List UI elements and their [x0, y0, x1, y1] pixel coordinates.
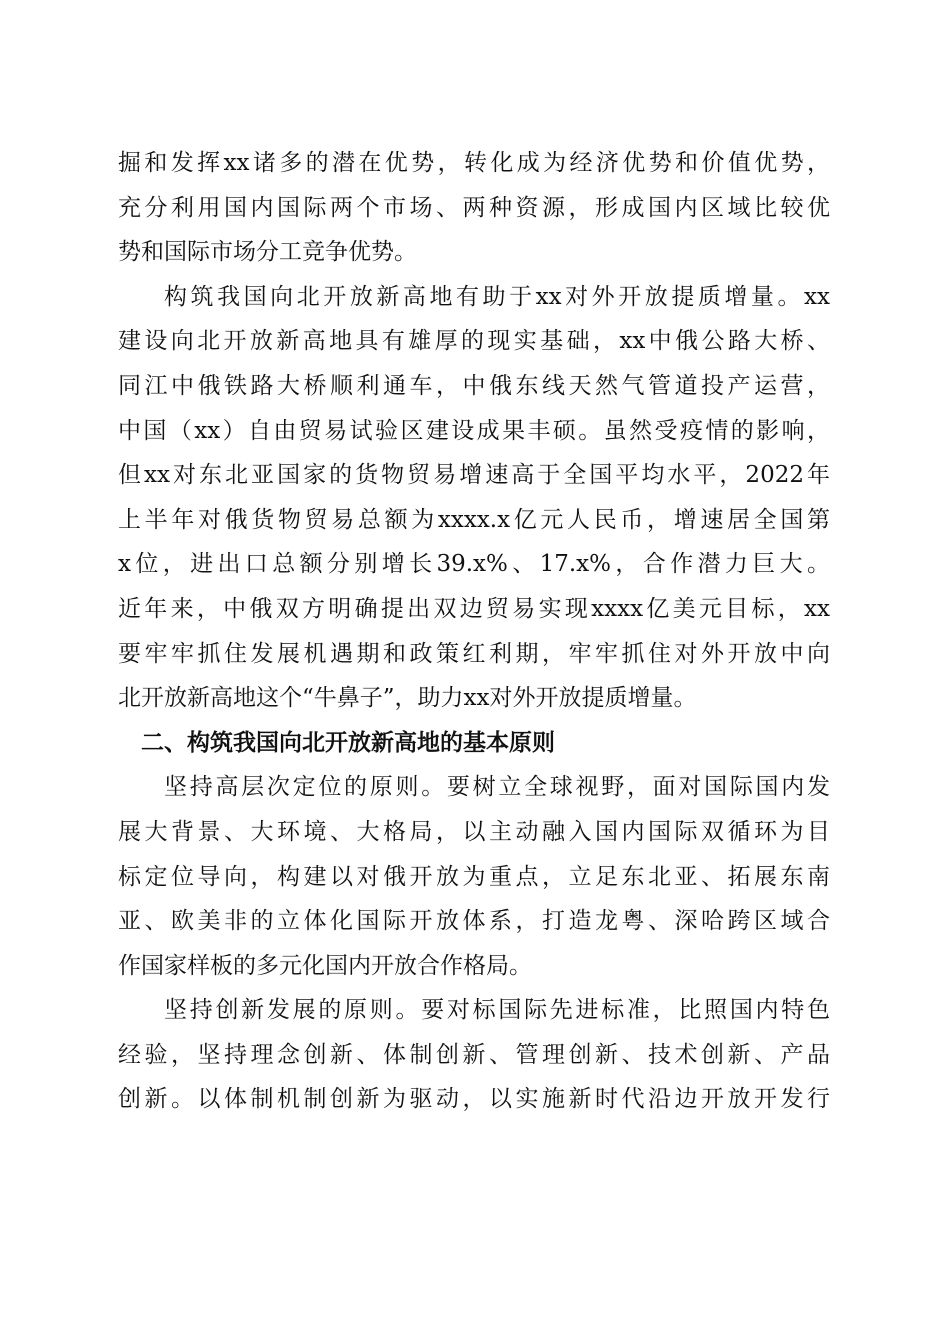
document-body	[118, 141, 830, 1122]
section-heading	[118, 721, 830, 766]
text-line: 亚、欧美非的立体化国际开放体系，打造龙粤、深哈跨区域合	[118, 908, 830, 935]
text-line: 创新。以体制机制创新为驱动，以实施新时代沿边开放开发行	[118, 1086, 830, 1113]
text-line: 上半年对俄货物贸易总额为xxxx.x亿元人民币，增速居全国第	[118, 506, 830, 533]
text-line: 掘和发挥xx诸多的潜在优势，转化成为经济优势和价值优势，	[118, 150, 830, 176]
paragraph-1	[118, 141, 830, 275]
text-line: 展大背景、大环境、大格局，以主动融入国内国际双循环为目	[118, 818, 830, 845]
text-line: 标定位导向，构建以对俄开放为重点，立足东北亚、拓展东南	[118, 863, 830, 890]
text-line: 同江中俄铁路大桥顺利通车，中俄东线天然气管道投产运营，	[118, 372, 830, 399]
text-line: 近年来，中俄双方明确提出双边贸易实现xxxx亿美元目标，xx	[118, 595, 830, 622]
text-line: x位，进出口总额分别增长39.x%、17.x%，合作潜力巨大。	[118, 551, 830, 578]
paragraph-4	[118, 988, 830, 1122]
text-line: 坚持高层次定位的原则。要树立全球视野，面对国际国内发	[164, 774, 830, 801]
paragraph-3	[118, 765, 830, 988]
text-line: 但xx对东北亚国家的货物贸易增速高于全国平均水平，2022年	[118, 462, 830, 489]
text-line: 建设向北开放新高地具有雄厚的现实基础，xx中俄公路大桥、	[118, 328, 830, 355]
section-heading-text: 二、构筑我国向北开放新高地的基本原则	[141, 729, 555, 756]
text-line: 作国家样板的多元化国内开放合作格局。	[118, 952, 532, 979]
text-line: 坚持创新发展的原则。要对标国际先进标准，比照国内特色	[164, 997, 830, 1024]
text-line: 北开放新高地这个“牛鼻子”，助力xx对外开放提质增量。	[118, 685, 697, 712]
text-line: 构筑我国向北开放新高地有助于xx对外开放提质增量。xx	[164, 283, 830, 310]
text-line: 势和国际市场分工竞争优势。	[118, 239, 417, 266]
text-line: 经验，坚持理念创新、体制创新、管理创新、技术创新、产品	[118, 1041, 830, 1068]
text-line: 充分利用国内国际两个市场、两种资源，形成国内区域比较优	[118, 194, 830, 221]
paragraph-2	[118, 275, 830, 721]
text-line: 中国（xx）自由贸易试验区建设成果丰硕。虽然受疫情的影响，	[118, 417, 830, 444]
text-line: 要牢牢抓住发展机遇期和政策红利期，牢牢抓住对外开放中向	[118, 640, 830, 667]
